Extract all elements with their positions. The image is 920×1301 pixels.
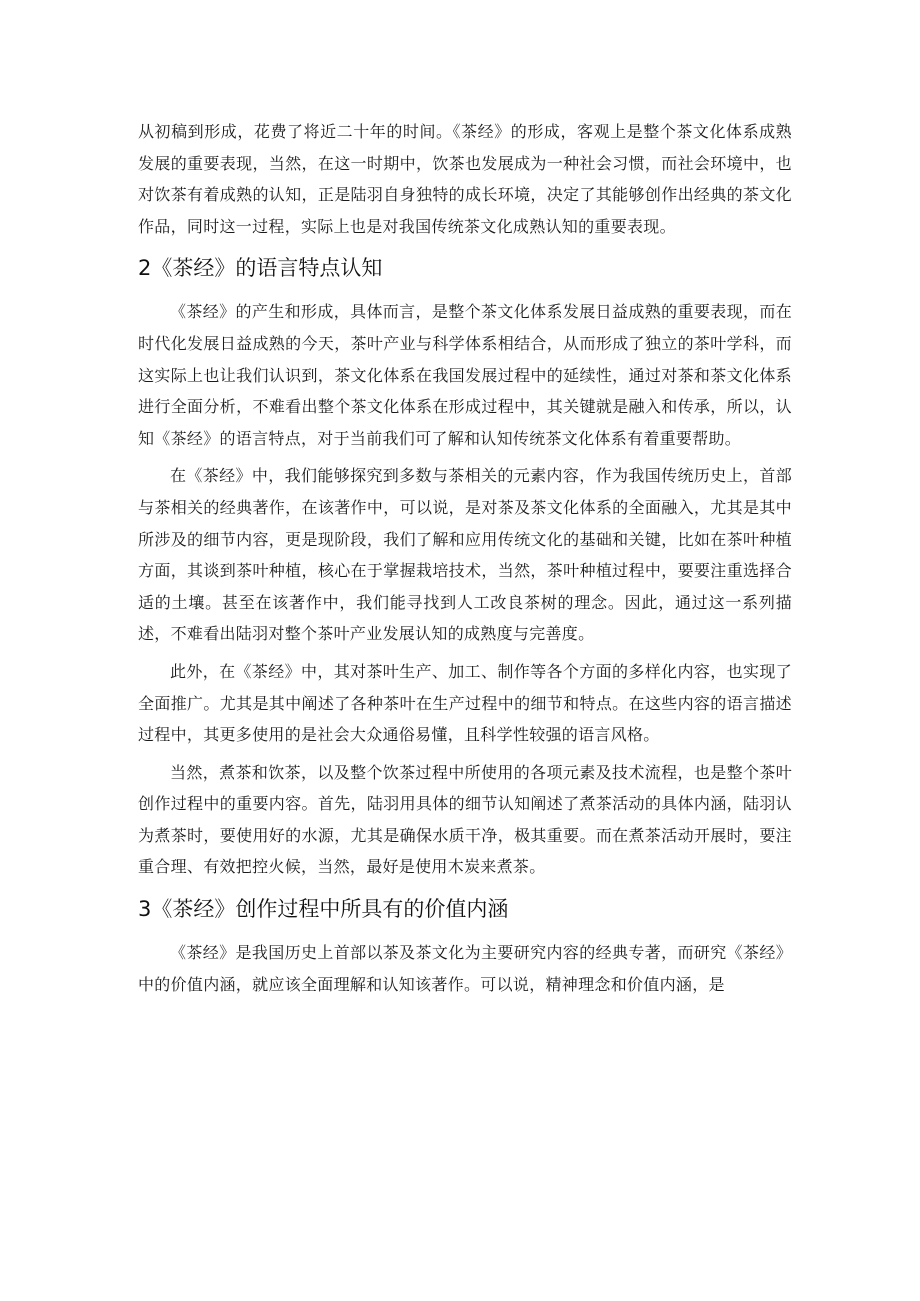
section-heading-3: 3《茶经》创作过程中所具有的价值内涵 [138,897,509,922]
paragraph-3-1: 《茶经》是我国历史上首部以茶及茶文化为主要研究内容的经典专著，而研究《茶经》中的价值内涵，就应该全面理解和认知该著作。可以说，精神理念和价值内涵，是 [138,943,792,994]
paragraph-2-3: 此外，在《茶经》中，其对茶叶生产、加工、制作等各个方面的多样化内容，也实现了全面推广。尤其是其中阐述了各种茶叶在生产过程中的细节和特点。在这些内容的语言描述过程中，其更多使用的是社会大众通俗易懂，且科学性较强的语言风格。 [138,661,792,745]
section-heading-2: 2《茶经》的语言特点认知 [138,256,383,281]
paragraph-2-2: 在《茶经》中，我们能够探究到多数与茶相关的元素内容，作为我国传统历史上，首部与茶相关的经典著作，在该著作中，可以说，是对茶及茶文化体系的全面融入，尤其是其中所涉及的细节内容，更是现阶段，我们了解和应用传统文化的基础和关键，比如在茶叶种植方面，其谈到茶叶种植，核心在于掌握栽培技术，当然，茶叶种植过程中，要要注重选择合适的土壤。甚至在该著作中，我们能寻找到人工改良茶树的理念。因此，通过这一系列描述，不难看出陆羽对整个茶叶产业发展认知的成熟度与完善度。 [138,466,792,644]
paragraph-intro: 从初稿到形成，花费了将近二十年的时间。《茶经》的形成，客观上是整个茶文化体系成熟发展的重要表现，当然，在这一时期中，饮茶也发展成为一种社会习惯，而社会环境中，也对饮茶有着成熟的认知，正是陆羽自身独特的成长环境，决定了其能够创作出经典的茶文化作品，同时这一过程，实际上也是对我国传统茶文化成熟认知的重要表现。 [138,122,792,236]
document-body [138,116,792,1000]
paragraph-2-1: 《茶经》的产生和形成，具体而言，是整个茶文化体系发展日益成熟的重要表现，而在时代化发展日益成熟的今天，茶叶产业与科学体系相结合，从而形成了独立的茶叶学科，而这实际上也让我们认识到，茶文化体系在我国发展过程中的延续性，通过对茶和茶文化体系进行全面分析，不难看出整个茶文化体系在形成过程中，其关键就是融入和传承，所以，认知《茶经》的语言特点，对于当前我们可了解和认知传统茶文化体系有着重要帮助。 [138,302,792,448]
paragraph-2-4: 当然，煮茶和饮茶，以及整个饮茶过程中所使用的各项元素及技术流程，也是整个茶叶创作过程中的重要内容。首先，陆羽用具体的细节认知阐述了煮茶活动的具体内涵，陆羽认为煮茶时，要使用好的水源，尤其是确保水质干净，极其重要。而在煮茶活动开展时，要注重合理、有效把控火候，当然，最好是使用木炭来煮茶。 [138,762,792,877]
